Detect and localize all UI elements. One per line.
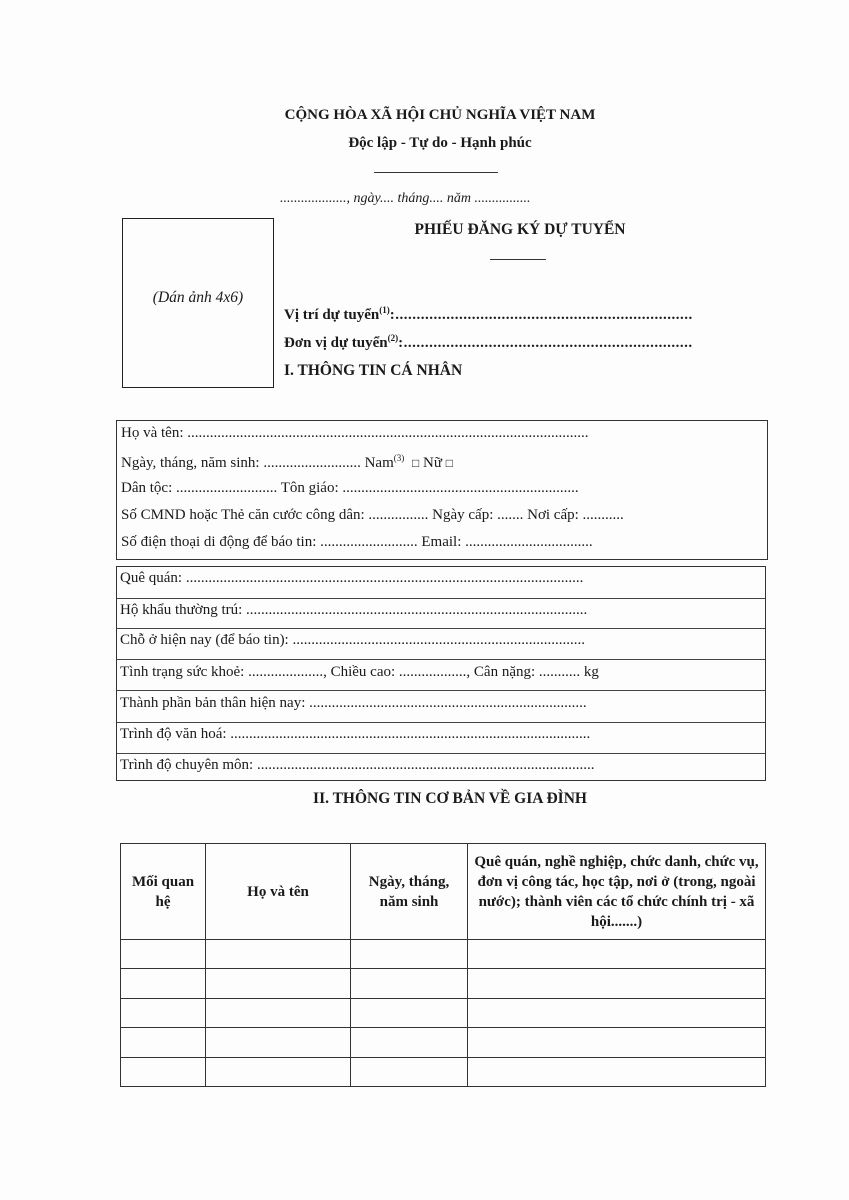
table-cell[interactable] bbox=[468, 1057, 766, 1086]
table-cell[interactable] bbox=[206, 998, 351, 1027]
header-full-name: Họ và tên bbox=[206, 844, 351, 940]
dob-field[interactable] bbox=[121, 453, 453, 472]
title-underline bbox=[490, 259, 546, 260]
health-field[interactable]: Tình trạng sức khoẻ: ...................., Chiều cao: .................., Cân nặng: ........... kg bbox=[120, 664, 599, 680]
date-line: ..................., ngày.... tháng.... năm ................ bbox=[280, 191, 531, 206]
male-checkbox[interactable]: □ bbox=[412, 456, 420, 470]
row-divider bbox=[117, 690, 765, 691]
unit-label: Đơn vị dự tuyển bbox=[284, 335, 388, 351]
position-dots: :...................................................................... bbox=[389, 307, 693, 323]
row-divider bbox=[117, 598, 765, 599]
row-divider bbox=[117, 659, 765, 660]
table-cell[interactable] bbox=[121, 998, 206, 1027]
female-label: Nữ bbox=[423, 455, 442, 471]
table-row bbox=[121, 940, 766, 969]
table-cell[interactable] bbox=[206, 1028, 351, 1057]
dob-text: Ngày, tháng, năm sinh: .......................... Nam bbox=[121, 455, 394, 471]
household-field[interactable]: Hộ khẩu thường trú: ........................................................................................... bbox=[120, 602, 588, 618]
table-cell[interactable] bbox=[468, 998, 766, 1027]
table-cell[interactable] bbox=[121, 1028, 206, 1057]
position-note: (1) bbox=[379, 305, 390, 315]
table-cell[interactable] bbox=[121, 969, 206, 998]
table-row bbox=[121, 998, 766, 1027]
table-cell[interactable] bbox=[351, 1028, 468, 1057]
personal-info-box bbox=[116, 420, 768, 560]
table-cell[interactable] bbox=[351, 940, 468, 969]
motto-underline bbox=[374, 172, 498, 173]
residence-field[interactable]: Chỗ ở hiện nay (để báo tin): .............................................................................. bbox=[120, 632, 585, 648]
family-table bbox=[120, 843, 766, 1087]
national-motto: Độc lập - Tự do - Hạnh phúc bbox=[348, 135, 532, 151]
hometown-field[interactable]: Quê quán: .......................................................................................................... bbox=[120, 570, 584, 586]
table-cell[interactable] bbox=[206, 1057, 351, 1086]
male-note: (3) bbox=[393, 453, 405, 463]
position-label: Vị trí dự tuyển bbox=[284, 307, 380, 323]
table-cell[interactable] bbox=[206, 969, 351, 998]
form-title: PHIẾU ĐĂNG KÝ DỰ TUYỂN bbox=[414, 221, 626, 238]
position-field[interactable] bbox=[284, 305, 693, 324]
phone-email-field[interactable]: Số điện thoại di động để báo tin: .......................... Email: .................................. bbox=[121, 534, 593, 550]
table-cell[interactable] bbox=[121, 940, 206, 969]
table-row bbox=[121, 1028, 766, 1057]
education-field[interactable]: Trình độ văn hoá: ................................................................................................ bbox=[120, 726, 591, 742]
table-cell[interactable] bbox=[351, 998, 468, 1027]
details-box bbox=[116, 566, 766, 781]
background-field[interactable]: Thành phần bản thân hiện nay: .......................................................................... bbox=[120, 695, 587, 711]
header-birth-date: Ngày, tháng, năm sinh bbox=[351, 844, 468, 940]
table-row bbox=[121, 1057, 766, 1086]
table-cell[interactable] bbox=[468, 969, 766, 998]
id-card-field[interactable]: Số CMND hoặc Thẻ căn cước công dân: ................ Ngày cấp: ....... Nơi cấp: ........... bbox=[121, 507, 624, 523]
female-checkbox[interactable]: □ bbox=[445, 456, 453, 470]
table-cell[interactable] bbox=[206, 940, 351, 969]
table-cell[interactable] bbox=[351, 969, 468, 998]
section1-title: I. THÔNG TIN CÁ NHÂN bbox=[284, 362, 463, 379]
header-relationship: Mối quan hệ bbox=[121, 844, 206, 940]
ethnicity-religion-field[interactable]: Dân tộc: ........................... Tôn giáo: ............................................................... bbox=[121, 480, 579, 496]
full-name-field[interactable]: Họ và tên: ........................................................................................................... bbox=[121, 425, 589, 441]
header-details: Quê quán, nghề nghiệp, chức danh, chức vụ, đơn vị công tác, học tập, nơi ở (trong, ngoài nước); thành viên các tổ chức chính trị - xã hội.......) bbox=[468, 844, 766, 940]
table-cell[interactable] bbox=[351, 1057, 468, 1086]
row-divider bbox=[117, 722, 765, 723]
row-divider bbox=[117, 628, 765, 629]
unit-dots: :.................................................................... bbox=[398, 335, 693, 351]
table-cell[interactable] bbox=[468, 940, 766, 969]
table-cell[interactable] bbox=[468, 1028, 766, 1057]
table-row bbox=[121, 969, 766, 998]
photo-placeholder bbox=[122, 218, 274, 388]
section2-title: II. THÔNG TIN CƠ BẢN VỀ GIA ĐÌNH bbox=[313, 790, 587, 807]
table-cell[interactable] bbox=[121, 1057, 206, 1086]
professional-field[interactable]: Trình độ chuyên môn: .......................................................................................... bbox=[120, 757, 595, 773]
unit-field[interactable] bbox=[284, 333, 693, 352]
row-divider bbox=[117, 753, 765, 754]
country-name: CỘNG HÒA XÃ HỘI CHỦ NGHĨA VIỆT NAM bbox=[284, 107, 596, 123]
unit-note: (2) bbox=[387, 333, 399, 343]
photo-label: (Dán ảnh 4x6) bbox=[152, 289, 244, 306]
